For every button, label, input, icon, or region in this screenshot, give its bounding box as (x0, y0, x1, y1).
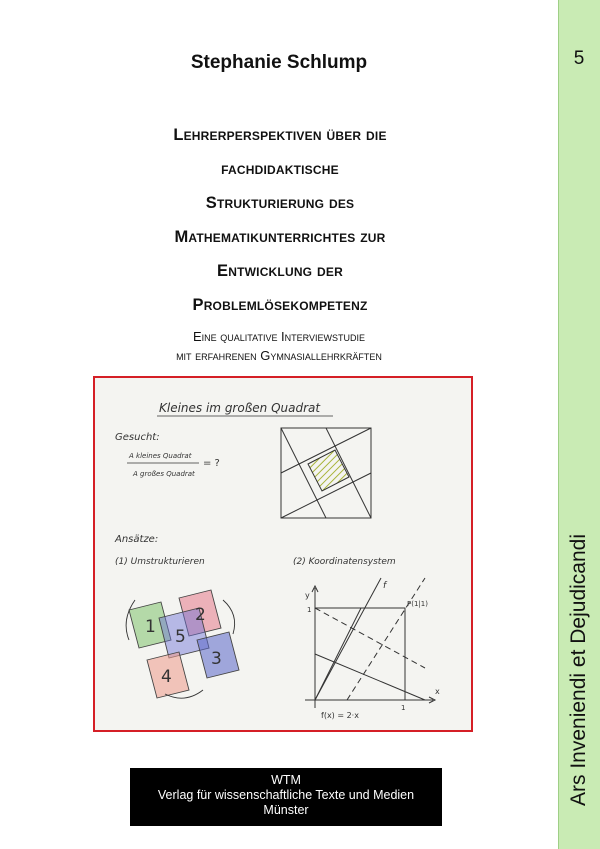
axis-x-label: x (435, 687, 440, 696)
title-line: Entwicklung der (217, 262, 343, 280)
approach2-label: (2) Koordinatensystem (293, 557, 396, 567)
coordinate-diagram (305, 578, 435, 708)
axis-y-label: y (305, 591, 310, 600)
publisher-line-2: Verlag für wissenschaftliche Texte und Medien (157, 788, 415, 802)
tick-one-x: 1 (401, 704, 406, 712)
piece-number-4: 4 (161, 667, 172, 687)
series-title: Ars Inveniendi et Dejudicandi (567, 534, 590, 806)
illustration-drawing (95, 378, 471, 730)
square-diagram (281, 428, 371, 518)
title-line: Strukturierung des (205, 194, 355, 212)
book-subtitle (0, 327, 558, 365)
figure-heading: Kleines im großen Quadrat (159, 401, 321, 415)
function-equation: f(x) = 2·x (321, 711, 359, 720)
title-line: fachdidaktische (221, 160, 339, 178)
publisher-box (130, 768, 442, 826)
tick-one-y: 1 (307, 606, 312, 614)
piece-number-1: 1 (145, 617, 156, 637)
publisher-line-1: WTM (271, 773, 301, 787)
function-label: f (383, 581, 387, 591)
book-title (30, 118, 530, 322)
piece-number-5: 5 (175, 627, 186, 647)
piece-number-2: 2 (195, 605, 206, 625)
fraction-numerator: A kleines Quadrat (129, 452, 192, 460)
title-line: Lehrerperspektiven über die (173, 126, 387, 144)
piece-number-3: 3 (211, 649, 222, 669)
title-line: Problemlösekompetenz (192, 296, 368, 314)
cover-illustration (93, 376, 473, 732)
publisher-line-3: Münster (263, 803, 309, 817)
gesucht-label: Gesucht: (115, 432, 160, 443)
subtitle-line: Eine qualitative Interviewstudie (192, 329, 366, 344)
subtitle-line: mit erfahrenen Gymnasiallehrkräften (176, 348, 382, 363)
author-name: Stephanie Schlump (190, 52, 368, 73)
point-label: P(1|1) (407, 600, 428, 608)
fraction-suffix: = ? (203, 458, 220, 469)
approach1-label: (1) Umstrukturieren (115, 557, 205, 567)
fraction-denominator: A großes Quadrat (133, 470, 195, 478)
title-line: Mathematikunterrichtes zur (174, 228, 386, 246)
series-number: 5 (573, 48, 585, 69)
ansaetze-label: Ansätze: (115, 534, 159, 545)
